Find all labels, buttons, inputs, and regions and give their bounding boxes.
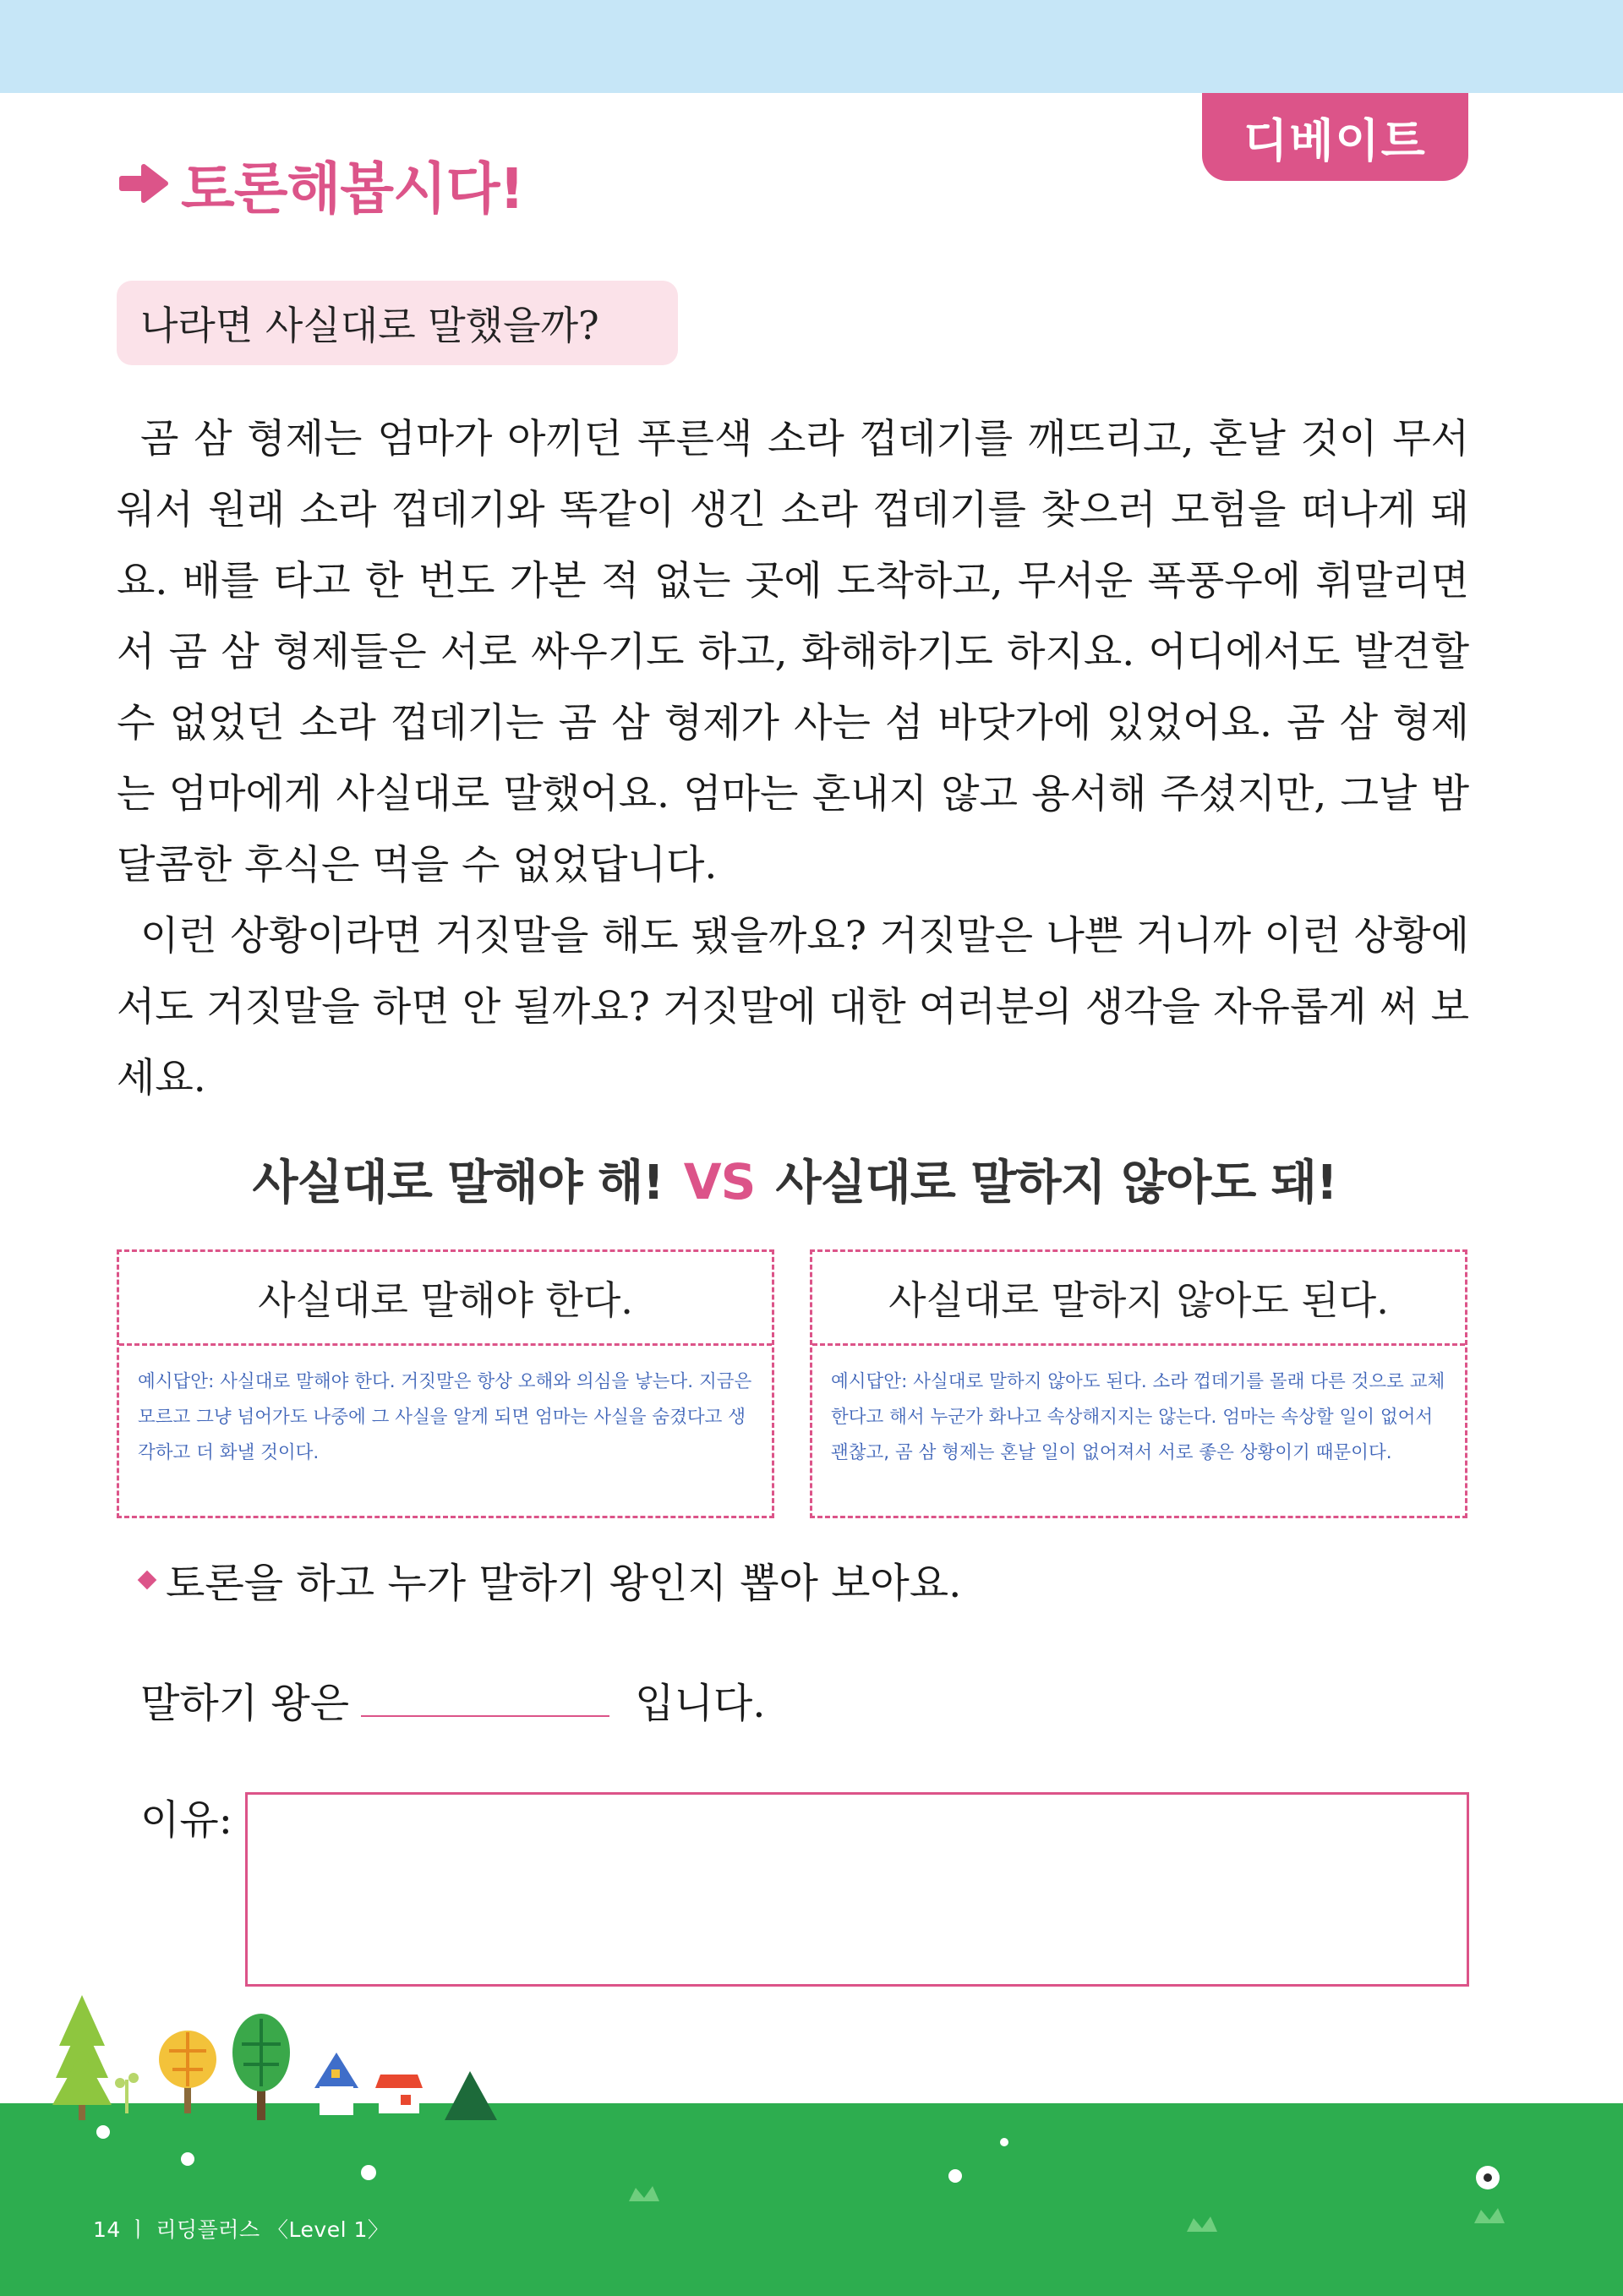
page-heading: [117, 145, 524, 221]
dark-pine-icon: [445, 2071, 497, 2120]
section-tag: 디베이트: [1202, 93, 1468, 181]
page-footer: 14 ㅣ 리딩플러스 〈Level 1〉: [93, 2217, 390, 2242]
story-text: [117, 404, 1469, 1114]
reason-label: 이유:: [140, 1796, 232, 1844]
king-prefix: 말하기 왕은: [140, 1680, 350, 1727]
landscape-illustration: [0, 1978, 1623, 2296]
king-suffix: 입니다.: [635, 1680, 766, 1727]
page-title: 토론해봅시다!: [181, 156, 524, 221]
top-color-band: [0, 0, 1623, 93]
speaking-king-line: [140, 1670, 765, 1729]
activity-instruction-text: 토론을 하고 누가 말하기 왕인지 뽑아 보아요.: [166, 1560, 962, 1607]
story-paragraph: 곰 삼 형제는 엄마가 아끼던 푸른색 소라 껍데기를 깨뜨리고, 혼날 것이 무서워서 원래 소라 껍데기와 똑같이 생긴 소라 껍데기를 찾으러 모험을 떠나게 돼요. 배를 타고 한 번도 가본 적 없는 곳에 도착하고, 무서운 폭풍우에 휘말리면서 곰 삼 형제들은 서로 싸우기도 하고, 화해하기도 하지요. 어디에서도 발견할 수 없었던 소라 껍데기는 곰 삼 형제가 사는 섬 바닷가에 있었어요. 곰 삼 형제는 엄마에게 사실대로 말했어요. 엄마는 혼내지 않고 용서해 주셨지만, 그날 밤 달콤한 후식은 먹을 수 없었답니다.: [117, 416, 1469, 888]
question-subheading: 나라면 사실대로 말했을까?: [117, 281, 678, 365]
debate-right-title: 사실대로 말하지 않아도 돼!: [775, 1156, 1337, 1211]
debate-box-header: 사실대로 말하지 않아도 된다.: [812, 1252, 1465, 1346]
blue-house-icon: [314, 2053, 358, 2115]
yellow-tree-icon: [159, 2031, 216, 2113]
example-answer: 예시답안: 사실대로 말해야 한다. 거짓말은 항상 오해와 의심을 낳는다. 지금은 모르고 그냥 넘어가도 나중에 그 사실을 알게 되면 엄마는 사실을 숨겼다고 생각하고 더 화낼 것이다.: [138, 1371, 752, 1463]
debate-title: [0, 1145, 1589, 1213]
red-house-icon: [375, 2075, 423, 2113]
vs-label: VS: [683, 1153, 756, 1211]
arrow-right-icon: [117, 156, 171, 210]
prompt-paragraph: 이런 상황이라면 거짓말을 해도 됐을까요? 거짓말은 나쁜 거니까 이런 상황에서도 거짓말을 하면 안 될까요? 거짓말에 대한 여러분의 생각을 자유롭게 써 보세요.: [117, 913, 1469, 1102]
example-answer: 예시답안: 사실대로 말하지 않아도 된다. 소라 껍데기를 몰래 다른 것으로 교체한다고 해서 누군가 화나고 속상해지지는 않는다. 엄마는 속상할 일이 없어서 괜찮고, 곰 삼 형제는 혼날 일이 없어져서 서로 좋은 상황이기 때문이다.: [831, 1371, 1445, 1463]
debate-box-right: [810, 1249, 1467, 1518]
debate-box-left: [117, 1249, 774, 1518]
activity-instruction: [140, 1550, 961, 1609]
king-name-blank[interactable]: [361, 1673, 609, 1717]
debate-left-title: 사실대로 말해야 해!: [252, 1156, 664, 1211]
pine-tree-icon: [52, 1995, 112, 2120]
diamond-bullet-icon: [138, 1570, 157, 1589]
grass-field: [0, 2103, 1623, 2296]
debate-box-header: 사실대로 말해야 한다.: [119, 1252, 772, 1346]
reason-writing-box[interactable]: [245, 1792, 1469, 1987]
